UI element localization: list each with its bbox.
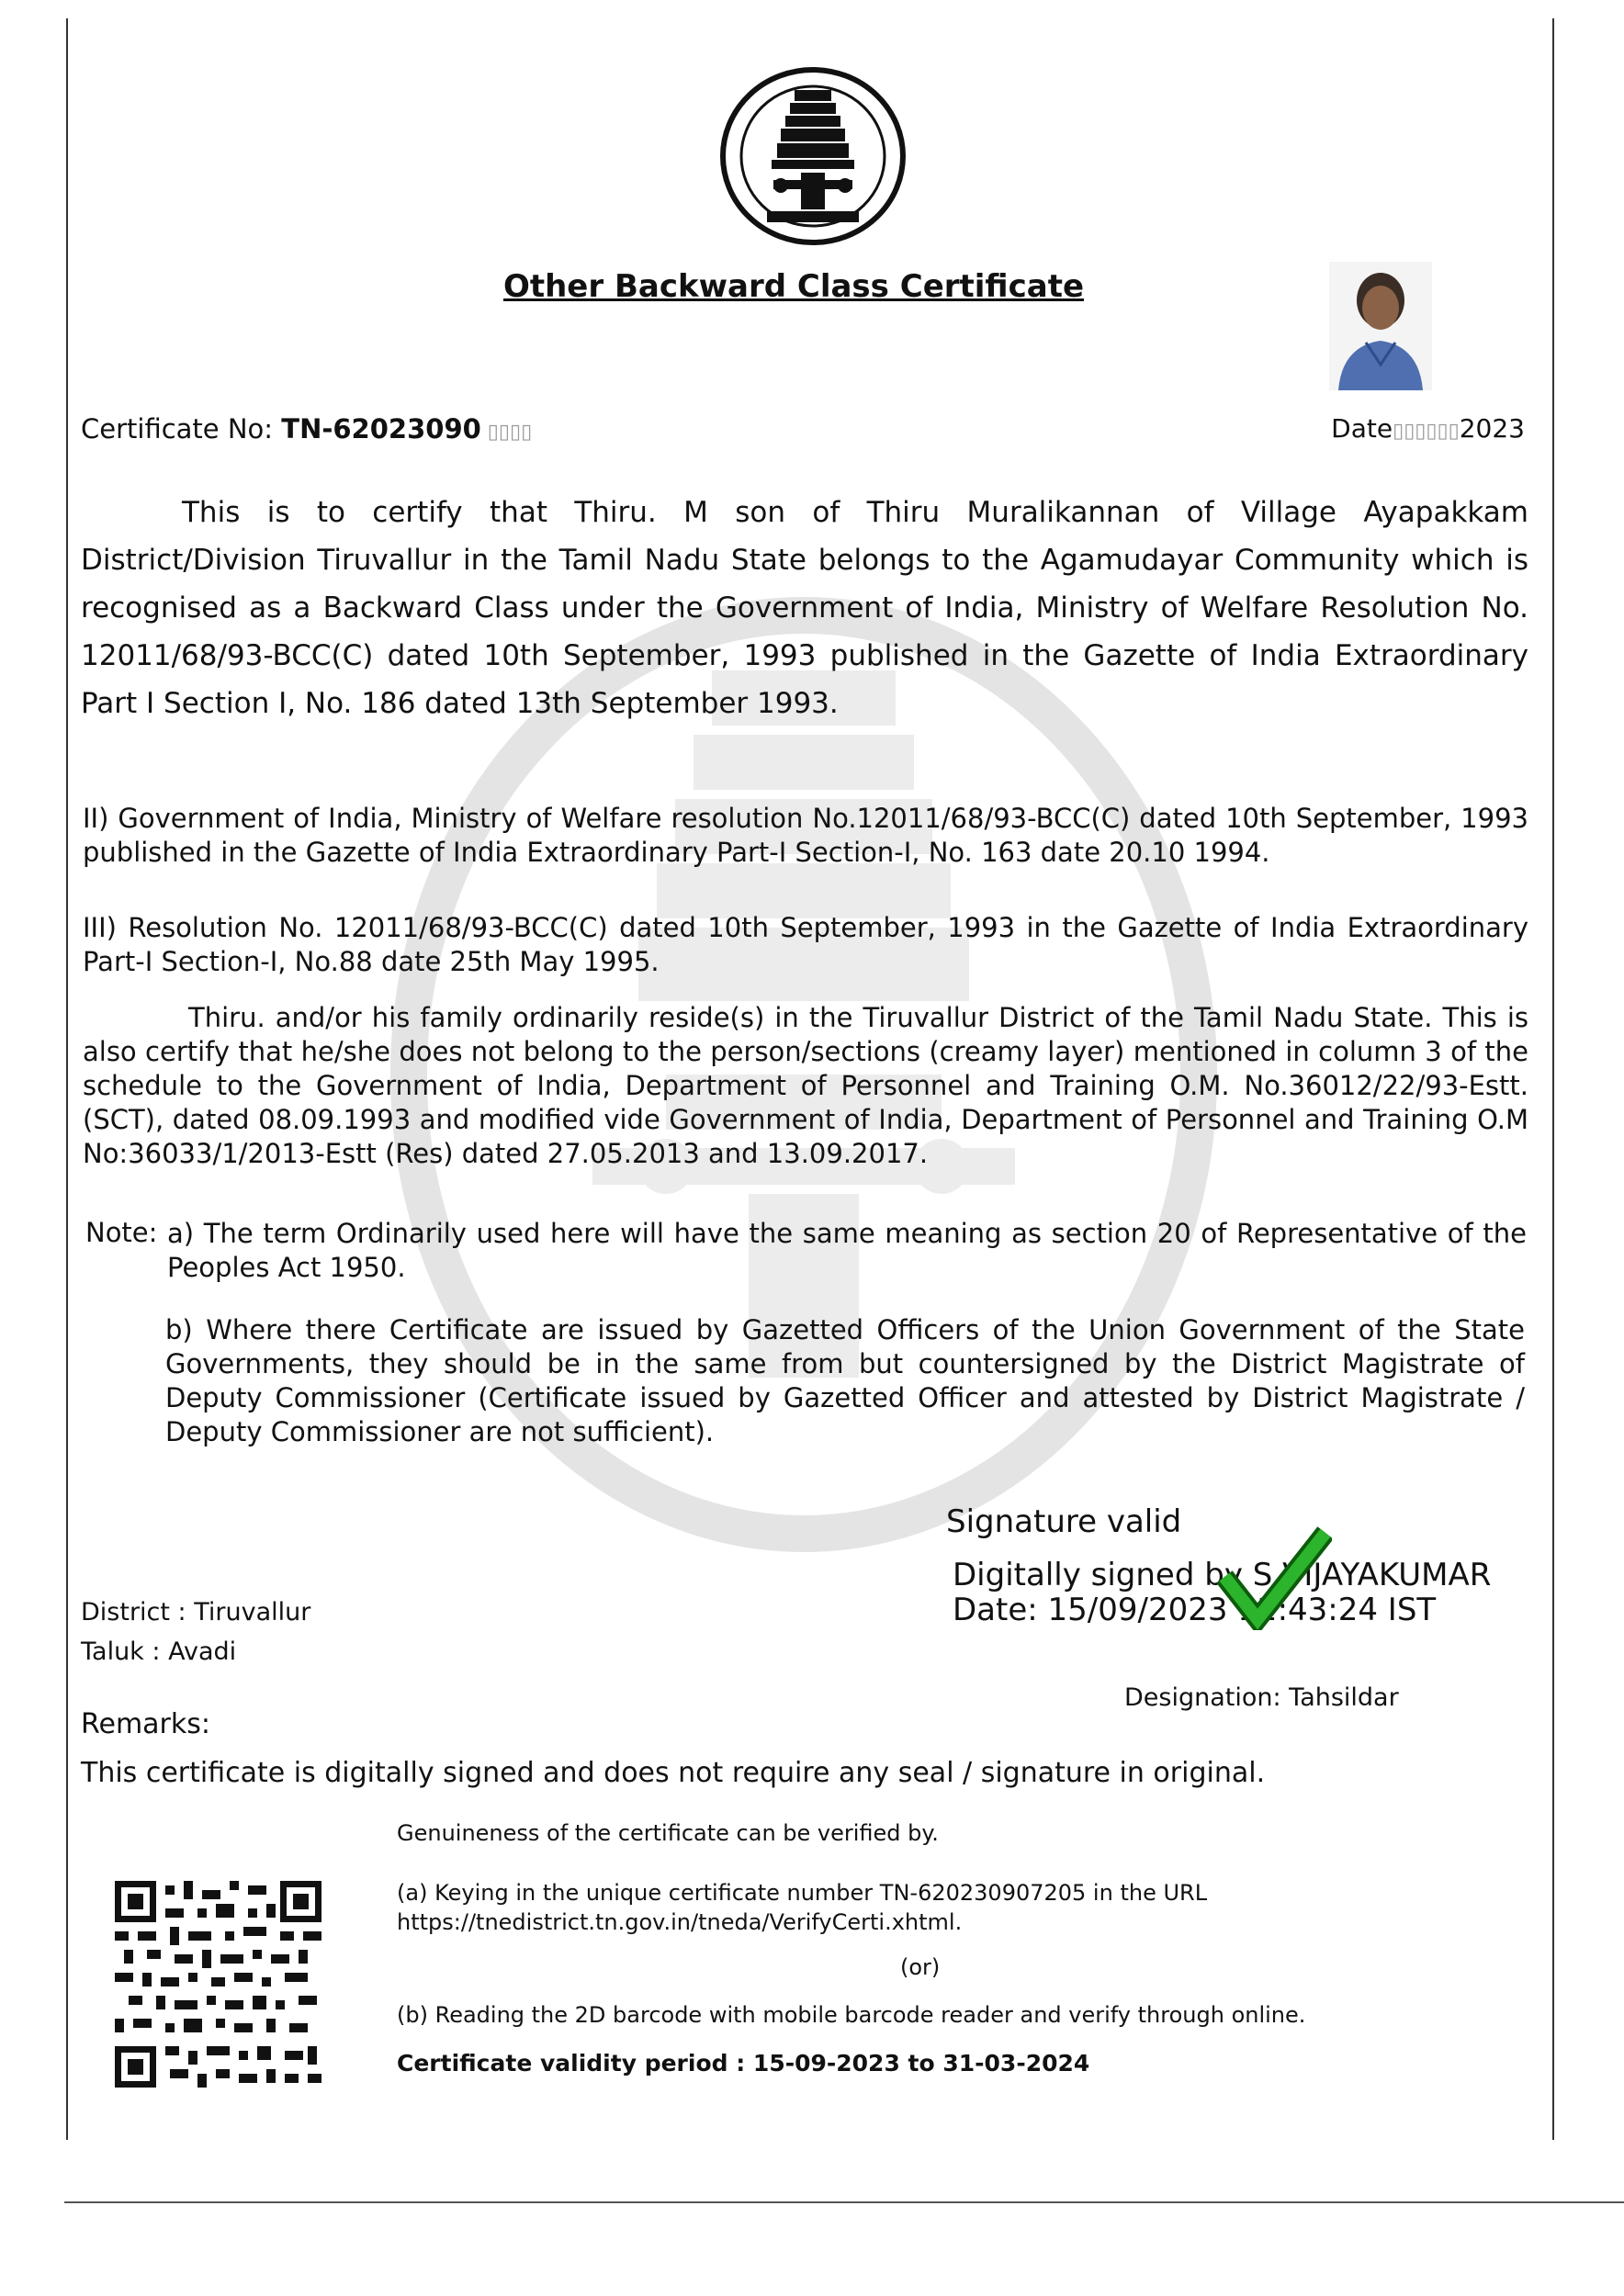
resolution-paragraph-3: III) Resolution No. 12011/68/93-BCC(C) dated 10th September, 1993 in the Gazette of India Extraordinary Part-I Section-I, No.88 date 25th May 1995. (83, 912, 1528, 977)
certificate-title: Other Backward Class Certificate (502, 268, 1085, 305)
note-a: a) The term Ordinarily used here will have the same meaning as section 20 of Representative of the Peoples Act 1950. (167, 1218, 1527, 1283)
check-mark-icon (1217, 1520, 1332, 1630)
qr-code[interactable] (115, 1881, 321, 2088)
verify-option-b: (b) Reading the 2D barcode with mobile barcode reader and verify through online. (397, 2002, 1306, 2028)
signature-signed-by: Digitally signed by S VIJAYAKUMAR (953, 1557, 1492, 1593)
note-label: Note: (85, 1217, 158, 1248)
verify-or: (or) (900, 1954, 941, 1980)
bottom-rule (64, 2201, 1624, 2203)
certification-paragraph: This is to certify that Thiru. M son of Thiru Muralikannan of Village Ayapakkam District/Division Tiruvallur in the Tamil Nadu State belongs to the Agamudayar Community which is recognised as a Backward Class under the Government of India, Ministry of Welfare Resolution No. 12011/68/93-BCC(C) dated 10th September, 1993 published in the Gazette of India Extraordinary Part I Section I, No. 186 dated 13th September 1993. (81, 496, 1528, 720)
note-b: b) Where there Certificate are issued by Gazetted Officers of the Union Government of the State Governments, they should be in the same from but countersigned by the District Magistrate of Deputy Commissioner (Certificate issued by Gazetted Officer and attested by District Magistrate / Deputy Commissioner are not sufficient). (165, 1314, 1525, 1447)
resolution-paragraph-2: II) Government of India, Ministry of Welfare resolution No.12011/68/93-BCC(C) dated 10th September, 1993 published in the Gazette of India Extraordinary Part-I Section-I, No. 163 date 20.10 1994. (83, 803, 1528, 868)
certificate-number: Certificate No: TN-62023090 ▯▯▯▯ (81, 413, 533, 445)
validity-period: Certificate validity period : 15-09-2023 to 31-03-2024 (397, 2050, 1090, 2077)
verify-intro: Genuineness of the certificate can be verified by. (397, 1820, 939, 1846)
residence-paragraph: Thiru. and/or his family ordinarily reside(s) in the Tiruvallur District of the Tamil Nadu State. This is also certify that he/she does not belong to the person/sections (creamy layer) mentioned in column 3 of the schedule to the Government of India, Department of Personnel and Training O.M. No.36012/22/93-Estt.(SCT), dated 08.09.1993 and modified vide Government of India, Department of Personnel and Training O.M No:36033/1/2013-Estt (Res) dated 27.05.2013 and 13.09.2017. (83, 1002, 1528, 1169)
remarks-text: This certificate is digitally signed and does not require any seal / signature in original. (81, 1757, 1266, 1789)
signature-date: Date: 15/09/2023 12:43:24 IST (953, 1592, 1437, 1628)
district: District : Tiruvallur (81, 1598, 311, 1626)
taluk: Taluk : Avadi (81, 1638, 237, 1666)
designation: Designation: Tahsildar (1124, 1683, 1399, 1712)
remarks-label: Remarks: (81, 1708, 211, 1740)
verify-option-a: (a) Keying in the unique certificate number TN-620230907205 in the URL https://tnedistrict.tn.gov.in/tneda/VerifyCerti.xhtml. (397, 1880, 1208, 1935)
tamil-nadu-emblem (716, 64, 909, 248)
right-border (1552, 18, 1554, 2140)
left-border (66, 18, 68, 2140)
signature-status: Signature valid (946, 1503, 1182, 1540)
certificate-date: Date▯▯▯▯▯▯2023 (1331, 413, 1525, 444)
